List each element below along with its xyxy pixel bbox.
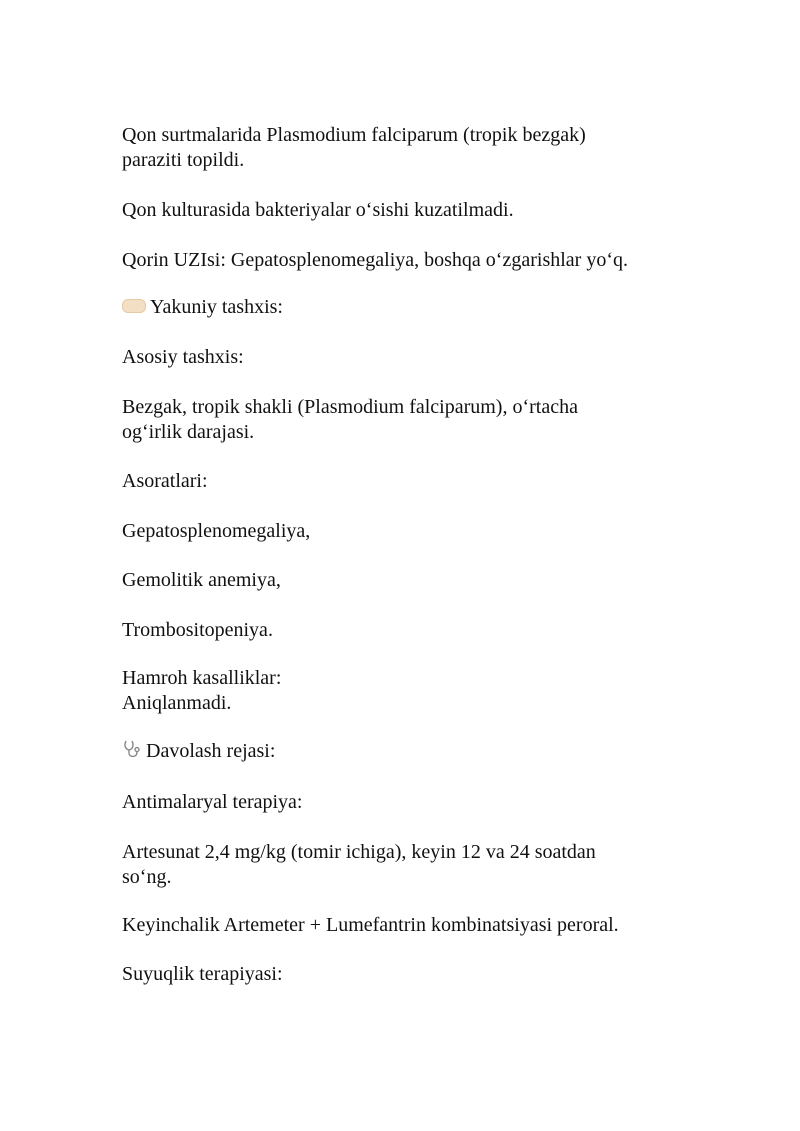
text-line: paraziti topildi. bbox=[122, 149, 245, 171]
text-line: Keyinchalik Artemeter + Lumefantrin kombinatsiyasi peroral. bbox=[122, 914, 619, 936]
text-line: Asoratlari: bbox=[122, 470, 208, 492]
text-line: so‘ng. bbox=[122, 866, 172, 888]
text-line: Gemolitik anemiya, bbox=[122, 569, 281, 591]
text-line: Suyuqlik terapiyasi: bbox=[122, 963, 283, 985]
stethoscope-icon bbox=[122, 739, 142, 759]
bandage-icon bbox=[122, 299, 146, 313]
heading-label: Davolash rejasi: bbox=[146, 740, 276, 762]
text-line: Qon surtmalarida Plasmodium falciparum (tropik bezgak) bbox=[122, 124, 586, 146]
text-line: Qorin UZIsi: Gepatosplenomegaliya, boshqa o‘zgarishlar yo‘q. bbox=[122, 249, 628, 271]
text-line: Hamroh kasalliklar: bbox=[122, 667, 282, 689]
text-line: Qon kulturasida bakteriyalar o‘sishi kuzatilmadi. bbox=[122, 199, 514, 221]
text-line: Asosiy tashxis: bbox=[122, 346, 244, 368]
text-line: Antimalaryal terapiya: bbox=[122, 791, 303, 813]
text-line: Gepatosplenomegaliya, bbox=[122, 520, 311, 542]
section-heading-treatment bbox=[122, 739, 275, 764]
text-line: og‘irlik darajasi. bbox=[122, 421, 255, 443]
section-heading-diagnosis bbox=[122, 295, 283, 320]
text-line: Aniqlanmadi. bbox=[122, 692, 232, 714]
heading-label: Yakuniy tashxis: bbox=[150, 296, 283, 318]
text-line: Artesunat 2,4 mg/kg (tomir ichiga), keyin 12 va 24 soatdan bbox=[122, 841, 596, 863]
text-line: Bezgak, tropik shakli (Plasmodium falciparum), o‘rtacha bbox=[122, 396, 578, 418]
text-line: Trombositopeniya. bbox=[122, 619, 273, 641]
